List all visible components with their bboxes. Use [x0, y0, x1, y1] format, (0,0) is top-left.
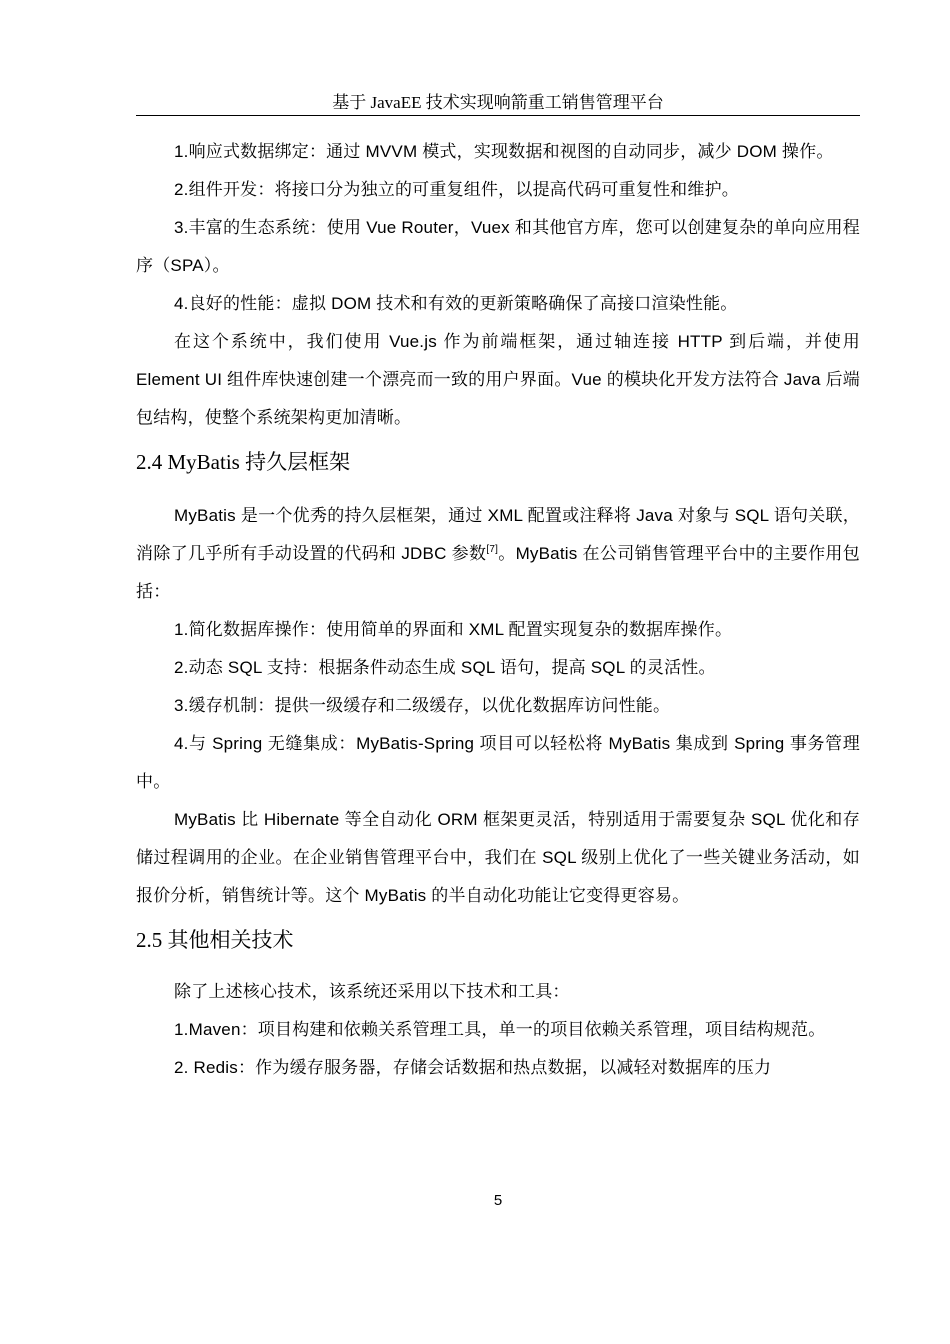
section-heading-2-4: 2.4 MyBatis 持久层框架: [136, 450, 351, 474]
mybatis-item-4: 4.与 Spring 无缝集成：MyBatis-Spring 项目可以轻松将 MyBatis 集成到 Spring 事务管理中。: [136, 734, 860, 791]
vue-summary: 在这个系统中，我们使用 Vue.js 作为前端框架，通过轴连接 HTTP 到后端，并使用 Element UI 组件库快速创建一个漂亮而一致的用户界面。Vue 的模块化开发方法符合 Java 后端包结构，使整个系统架构更加清晰。: [136, 332, 860, 427]
vue-item-2: 2.组件开发：将接口分为独立的可重复组件，以提高代码可重复性和维护。: [174, 180, 739, 199]
vue-item-1: 1.响应式数据绑定：通过 MVVM 模式，实现数据和视图的自动同步，减少 DOM 操作。: [174, 142, 834, 161]
mybatis-intro: [136, 497, 860, 611]
section-heading-2-5: 2.5 其他相关技术: [136, 928, 294, 952]
header-rule: [136, 115, 860, 116]
vue-item-3: 3.丰富的生态系统：使用 Vue Router，Vuex 和其他官方库，您可以创建复杂的单向应用程序（SPA）。: [136, 218, 860, 275]
mybatis-intro-part2: 。MyBatis 在公司销售管理平台中的主要作用包括：: [136, 544, 860, 601]
vue-item-4: 4.良好的性能：虚拟 DOM 技术和有效的更新策略确保了高接口渲染性能。: [174, 294, 738, 313]
other-item-2: 2. Redis：作为缓存服务器，存储会话数据和热点数据，以减轻对数据库的压力: [174, 1058, 772, 1077]
document-body: [136, 133, 860, 1087]
other-item-1: 1.Maven：项目构建和依赖关系管理工具，单一的项目依赖关系管理，项目结构规范。: [174, 1020, 826, 1039]
mybatis-item-1: 1.简化数据库操作：使用简单的界面和 XML 配置实现复杂的数据库操作。: [174, 620, 733, 639]
citation-ref: [7]: [486, 544, 499, 555]
other-intro: 除了上述核心技术，该系统还采用以下技术和工具：: [174, 982, 570, 1001]
mybatis-intro-part1: MyBatis 是一个优秀的持久层框架，通过 XML 配置或注释将 Java 对象与 SQL 语句关联，消除了几乎所有手动设置的代码和 JDBC 参数: [136, 506, 860, 563]
mybatis-item-3: 3.缓存机制：提供一级缓存和二级缓存，以优化数据库访问性能。: [174, 696, 671, 715]
mybatis-item-2: 2.动态 SQL 支持：根据条件动态生成 SQL 语句，提高 SQL 的灵活性。: [174, 658, 716, 677]
mybatis-summary: MyBatis 比 Hibernate 等全自动化 ORM 框架更灵活，特别适用于需要复杂 SQL 优化和存储过程调用的企业。在企业销售管理平台中，我们在 SQL 级别上优化了一些关键业务活动，如报价分析，销售统计等。这个 MyBatis 的半自动化功能让它变得更容易。: [136, 810, 860, 905]
running-header: 基于 JavaEE 技术实现响箭重工销售管理平台: [332, 93, 664, 112]
page-number: 5: [493, 1192, 503, 1209]
